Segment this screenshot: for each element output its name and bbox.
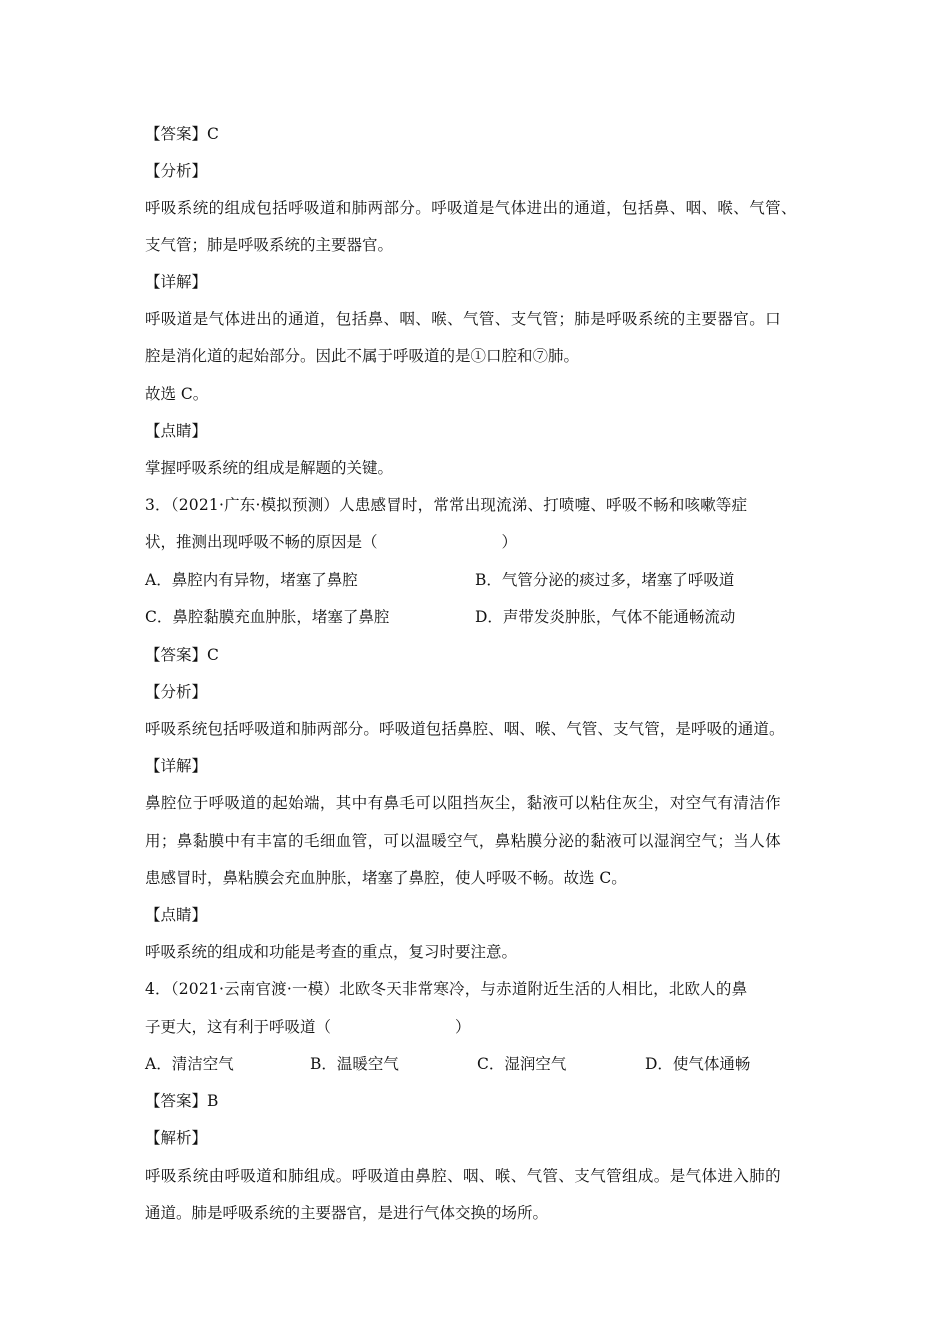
comment-text: 掌握呼吸系统的组成是解题的关键。 [145, 459, 394, 477]
question-3-option-d: D．声带发炎肿胀，气体不能通畅流动 [475, 608, 736, 626]
explanation-text-line: 呼吸系统由呼吸道和肺组成。呼吸道由鼻腔、咽、喉、气管、支气管组成。是气体进入肺的 [145, 1167, 782, 1185]
question-3-option-b: B．气管分泌的痰过多，堵塞了呼吸道 [475, 571, 735, 589]
answer-label: 【答案】C [145, 125, 219, 143]
question-3-stem: 状，推测出现呼吸不畅的原因是（ ） [145, 533, 518, 551]
question-4-stem: 4．（2021·云南官渡·一模）北欧冬天非常寒冷，与赤道附近生活的人相比，北欧人的鼻 [145, 980, 748, 998]
analysis-label: 【分析】 [145, 683, 208, 701]
question-4-option-b: B．温暖空气 [310, 1055, 399, 1073]
question-3-option-c: C．鼻腔黏膜充血肿胀，堵塞了鼻腔 [145, 608, 390, 626]
comment-label: 【点睛】 [145, 422, 208, 440]
question-4-option-a: A．清洁空气 [145, 1055, 234, 1073]
analysis-text-line: 呼吸系统包括呼吸道和肺两部分。呼吸道包括鼻腔、咽、喉、气管、支气管，是呼吸的通道。 [145, 720, 785, 738]
answer-label: 【答案】B [145, 1092, 219, 1110]
analysis-label: 【分析】 [145, 162, 208, 180]
explanation-text-line: 通道。肺是呼吸系统的主要器官，是进行气体交换的场所。 [145, 1204, 549, 1222]
detail-text-line: 鼻腔位于呼吸道的起始端，其中有鼻毛可以阻挡灰尘，黏液可以粘住灰尘，对空气有清洁作 [145, 794, 782, 812]
question-3-stem: 3．（2021·广东·模拟预测）人患感冒时，常常出现流涕、打喷嚏、呼吸不畅和咳嗽等症 [145, 496, 748, 514]
detail-label: 【详解】 [145, 273, 208, 291]
conclusion-text: 故选 C。 [145, 385, 209, 403]
comment-text: 呼吸系统的组成和功能是考查的重点，复习时要注意。 [145, 943, 518, 961]
detail-text-line: 呼吸道是气体进出的通道，包括鼻、咽、喉、气管、支气管；肺是呼吸系统的主要器官。口 [145, 310, 782, 328]
detail-text-line: 腔是消化道的起始部分。因此不属于呼吸道的是①口腔和⑦肺。 [145, 347, 580, 365]
question-4-option-c: C．湿润空气 [477, 1055, 567, 1073]
question-4-option-d: D．使气体通畅 [645, 1055, 751, 1073]
question-3-option-a: A．鼻腔内有异物，堵塞了鼻腔 [145, 571, 358, 589]
question-4-stem: 子更大，这有利于呼吸道（ ） [145, 1018, 471, 1036]
analysis-text-line: 呼吸系统的组成包括呼吸道和肺两部分。呼吸道是气体进出的通道，包括鼻、咽、喉、气管、 [145, 199, 797, 217]
analysis-text-line: 支气管；肺是呼吸系统的主要器官。 [145, 236, 394, 254]
detail-text-line: 患感冒时，鼻粘膜会充血肿胀，堵塞了鼻腔，使人呼吸不畅。故选 C。 [145, 869, 627, 887]
comment-label: 【点睛】 [145, 906, 208, 924]
detail-label: 【详解】 [145, 757, 208, 775]
detail-text-line: 用；鼻黏膜中有丰富的毛细血管，可以温暖空气，鼻粘膜分泌的黏液可以湿润空气；当人体 [145, 832, 782, 850]
answer-label: 【答案】C [145, 646, 219, 664]
explanation-label: 【解析】 [145, 1129, 208, 1147]
